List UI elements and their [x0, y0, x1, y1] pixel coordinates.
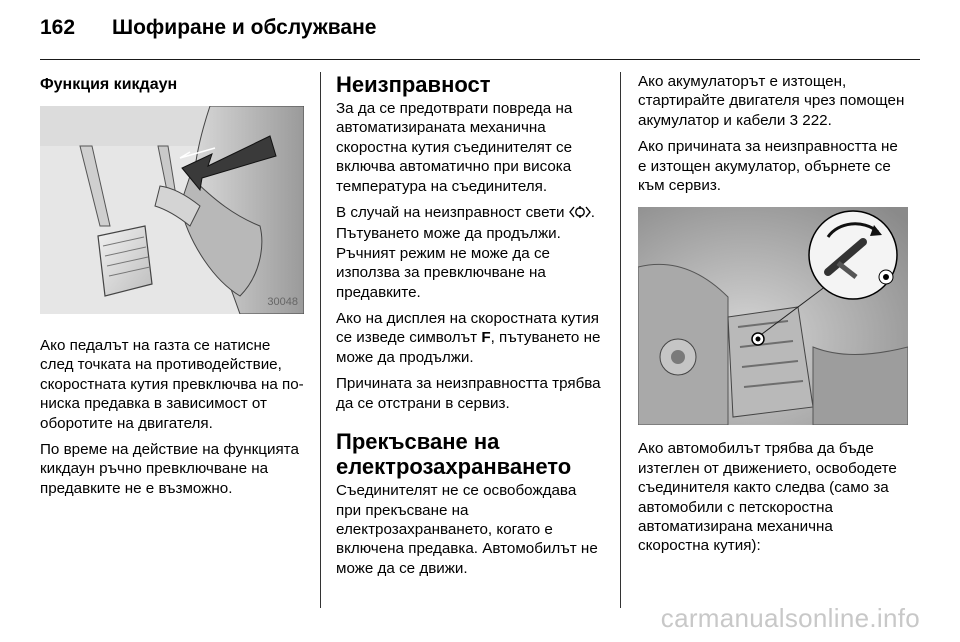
- malfunction-heading: Неизправност: [336, 72, 491, 97]
- column-2: [336, 72, 604, 585]
- kickdown-heading: Функция кикдаун: [40, 76, 178, 93]
- gear-warning-icon: [569, 205, 591, 224]
- header-divider: [40, 59, 920, 60]
- power-interruption-heading: Прекъсване на електрозахранването: [336, 429, 572, 480]
- malfunction-paragraph: [336, 203, 604, 302]
- column-divider: [620, 72, 621, 608]
- battery-paragraph: [638, 72, 908, 130]
- column-1: [40, 72, 304, 505]
- clutch-release-illustration: [638, 207, 908, 425]
- service-paragraph: Ако причината за неизправността не е изтощен акумулатор, обърнете се към сервиз.: [638, 138, 898, 195]
- text-fragment: В случай на неизправност свети: [336, 204, 569, 222]
- page-header: [40, 16, 376, 50]
- symbol-f: F: [481, 329, 491, 347]
- page-title: Шофиране и обслужване: [112, 16, 377, 39]
- text-fragment: Ако акумулаторът е изтощен, стартирайте двигателя чрез помощен акумулатор и кабели: [638, 73, 905, 129]
- engine-bay-illustration: [638, 207, 908, 425]
- figure-code: 30048: [267, 296, 298, 308]
- page-reference[interactable]: 3 222.: [789, 111, 832, 129]
- kickdown-paragraph: По време на действие на функцията кикдаун ръчно превключване на предавките не е възможно.: [40, 441, 299, 497]
- text-fragment: . Пътуването може да продължи. Ръчният режим не може да се използва за превключване на предавките.: [336, 204, 595, 301]
- text-fragment: , пътуването не може да продължи.: [336, 329, 601, 366]
- towing-paragraph: Ако автомобилът трябва да бъде изтеглен от движението, освободете съединителя както следва (само за автомобили с петскоростна автоматизирана механична скоростна кутия):: [638, 440, 897, 555]
- column-divider: [320, 72, 321, 608]
- column-3: [638, 72, 908, 563]
- malfunction-paragraph: За да се предотврати повреда на автоматизираната механична скоростна кутия съединителят се включва автоматично при висока температура на съединителя.: [336, 100, 573, 195]
- page-number: 162: [40, 16, 76, 39]
- malfunction-paragraph: Причината за неизправността трябва да се отстрани в сервиз.: [336, 375, 601, 412]
- power-interruption-paragraph: Съединителят не се освобождава при прекъсване на електрозахранването, когато е включена предавка. Автомобилът не може да се движи.: [336, 482, 598, 577]
- malfunction-paragraph: [336, 309, 604, 367]
- kickdown-paragraph: Ако педалът на газта се натисне след точката на противодействие, скоростната кутия превключва на по-ниска предавка в зависимост от оборотите на двигателя.: [40, 337, 304, 432]
- watermark: carmanualsonline.info: [660, 603, 920, 633]
- kickdown-illustration: [40, 106, 304, 314]
- text-fragment: Ако на дисплея на скоростната кутия се изведе символът: [336, 310, 599, 347]
- pedal-foot-illustration: [40, 106, 304, 314]
